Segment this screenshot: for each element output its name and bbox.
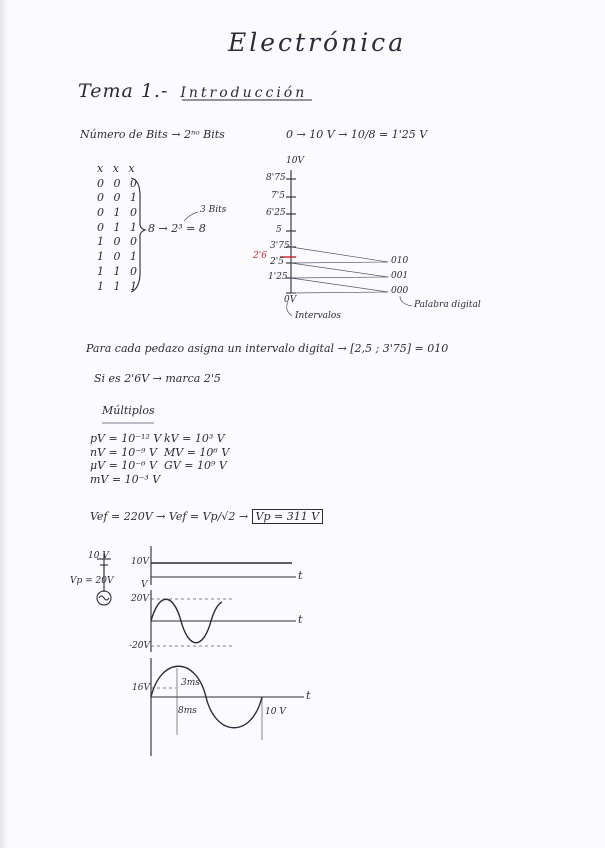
sentence-marker: Si es 2'6V → marca 2'5 bbox=[94, 372, 221, 385]
bits-row: 1 0 0 bbox=[97, 235, 140, 249]
interval-line bbox=[291, 263, 388, 277]
topic-main: Tema 1.- bbox=[78, 80, 169, 102]
interval-line bbox=[291, 292, 388, 293]
graph3-label-a: 3ms bbox=[181, 678, 200, 688]
multiple-item: kV = 10³ V bbox=[164, 432, 225, 445]
bits-table-header: x x x bbox=[97, 162, 138, 175]
graph3-offset-label: 16V bbox=[132, 683, 150, 693]
interval-line bbox=[291, 278, 388, 292]
bits-note bbox=[80, 128, 225, 141]
multiples-heading: Múltiplos bbox=[102, 404, 155, 417]
graph2-min-label: -20V bbox=[129, 641, 150, 651]
scale-marker-label: 2'6 bbox=[253, 251, 267, 261]
formula-arrow: → bbox=[238, 510, 249, 523]
graph2-max-label: 20V bbox=[131, 594, 149, 604]
interval-line bbox=[291, 247, 388, 262]
bits-note-label: Número de Bits bbox=[80, 128, 168, 141]
circuit-peak-label: Vp = 20V bbox=[70, 576, 114, 586]
bits-combinations: 8 → 2³ = 8 bbox=[148, 222, 206, 235]
bits-note-formula: 2ⁿᵒ Bits bbox=[183, 128, 225, 141]
formula-line bbox=[90, 510, 323, 523]
ac-source-wave bbox=[99, 596, 109, 600]
interval-line bbox=[291, 277, 388, 278]
scale-tick-label: 3'75 bbox=[270, 241, 290, 251]
circuit-dc-label: 10 V bbox=[88, 551, 109, 561]
scale-bottom-label: 0V bbox=[284, 295, 297, 305]
formula-arrow: → bbox=[156, 510, 166, 523]
bits-row: 1 1 1 bbox=[97, 279, 140, 293]
bits-row: 0 0 1 bbox=[97, 191, 140, 205]
multiple-item: nV = 10⁻⁹ V bbox=[90, 445, 157, 459]
multiples-left-column bbox=[90, 432, 161, 486]
range-note: 0 → 10 V → 10/8 = 1'25 V bbox=[286, 128, 428, 141]
bits-row: 1 1 0 bbox=[97, 264, 140, 278]
graph3-label-b: 8ms bbox=[178, 706, 197, 716]
bits-label: 3 Bits bbox=[200, 205, 227, 215]
bits-table bbox=[97, 162, 147, 294]
multiple-item: MV = 10⁶ V bbox=[164, 445, 230, 459]
formula-relation: Vef = Vp/√2 bbox=[168, 510, 236, 523]
formula-result: Vp = 311 V bbox=[252, 509, 324, 524]
graph2-axis-label: t bbox=[298, 613, 303, 626]
bits-row: 0 0 0 bbox=[97, 176, 140, 190]
graph1-level-label: 10V bbox=[131, 557, 149, 567]
bits-row: 0 1 0 bbox=[97, 206, 140, 220]
bits-row: 0 1 1 bbox=[97, 220, 140, 234]
topic-sub: Introducción bbox=[180, 85, 308, 101]
multiple-item: μV = 10⁻⁶ V bbox=[90, 459, 157, 472]
digital-code: 000 bbox=[391, 286, 409, 296]
multiple-item: mV = 10⁻³ V bbox=[90, 472, 161, 486]
multiples-right-column bbox=[164, 432, 229, 473]
interval-line bbox=[291, 262, 388, 263]
scale-top-label: 10V bbox=[286, 156, 304, 166]
bits-arrow bbox=[184, 212, 198, 221]
scale-tick-label: 6'25 bbox=[266, 208, 286, 218]
multiple-item: pV = 10⁻¹² V bbox=[90, 432, 162, 445]
topic-heading bbox=[78, 80, 307, 102]
bits-note-arrow: → bbox=[171, 128, 181, 141]
bits-row: 1 0 1 bbox=[97, 250, 140, 264]
word-arrow bbox=[400, 296, 412, 306]
scale-tick-label: 2'5 bbox=[270, 257, 284, 267]
scale-tick-label: 7'5 bbox=[271, 191, 285, 201]
scale-tick-label: 1'25 bbox=[268, 272, 288, 282]
multiple-item: GV = 10⁹ V bbox=[164, 459, 227, 472]
page-title: Electrónica bbox=[228, 28, 407, 57]
graph3-label-c: 10 V bbox=[265, 707, 286, 717]
digital-code: 010 bbox=[391, 256, 409, 266]
graph2-y-label: V bbox=[141, 580, 148, 590]
scale-tick-label: 5 bbox=[276, 225, 282, 235]
word-label: Palabra digital bbox=[414, 300, 481, 310]
graph1-axis-label: t bbox=[298, 569, 303, 582]
intervals-label: Intervalos bbox=[295, 311, 341, 321]
formula-vef: Vef = 220V bbox=[90, 510, 153, 523]
sentence-intervals: Para cada pedazo asigna un intervalo digital → [2,5 ; 3'75] = 010 bbox=[86, 342, 449, 355]
digital-code: 001 bbox=[391, 271, 409, 281]
scale-tick-label: 8'75 bbox=[266, 173, 286, 183]
graph3-axis-label: t bbox=[306, 689, 311, 702]
